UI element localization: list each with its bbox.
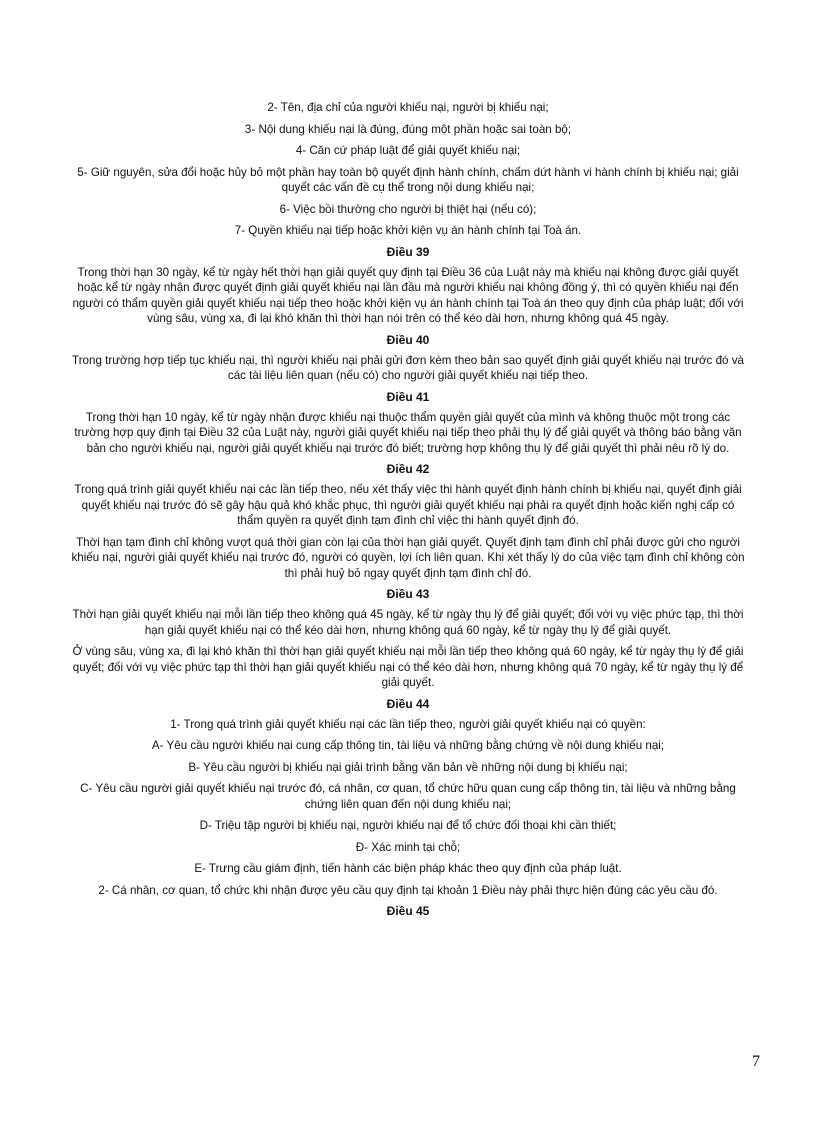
paragraph: 2- Cá nhân, cơ quan, tổ chức khi nhận được yêu cầu quy định tại khoản 1 Điều này phải thực hiện đúng các yêu cầu đó. — [98, 883, 718, 897]
page-number: 7 — [752, 1053, 760, 1070]
article-heading: Điều 40 — [386, 332, 430, 347]
article-heading: Điều 44 — [386, 696, 430, 711]
paragraph: Đ- Xác minh tại chỗ; — [355, 840, 461, 854]
paragraph: 5- Giữ nguyên, sửa đổi hoặc hủy bỏ một phần hay toàn bộ quyết định hành chính, chấm dứt hành vi hành chính bị khiếu nại; giải quyết các vấn đề cụ thể trong nội dung khiếu nại; — [77, 165, 739, 194]
article-heading: Điều 42 — [386, 462, 430, 476]
document-body — [68, 100, 748, 924]
paragraph: Ở vùng sâu, vùng xa, đi lại khó khăn thì thời hạn giải quyết khiếu nại mỗi lần tiếp theo không quá 60 ngày, kể từ ngày thụ lý để giải quyết; đối với vụ việc phức tạp thì thời hạn giải quyết khiếu nại có thể kéo dài hơn, nhưng không quá 70 ngày, kể từ ngày thụ lý để giải quyết. — [72, 645, 744, 689]
paragraph: 6- Việc bồi thường cho người bị thiệt hại (nếu có); — [279, 202, 537, 216]
article-heading: Điều 39 — [386, 244, 430, 259]
article-heading: Điều 43 — [386, 587, 430, 601]
paragraph: A- Yêu cầu người khiếu nại cung cấp thông tin, tài liệu và những bằng chứng về nội dung khiếu nại; — [151, 739, 665, 752]
paragraph: Thời hạn giải quyết khiếu nại mỗi lần tiếp theo không quá 45 ngày, kể từ ngày thụ lý để giải quyết; đối với vụ việc phức tạp, thì thời hạn giải quyết khiếu nại có thể kéo dài hơn, nhưng không quá 60 ngày, kể từ ngày thụ lý để giải quyết. — [72, 608, 744, 637]
paragraph: C- Yêu cầu người giải quyết khiếu nại trước đó, cá nhân, cơ quan, tổ chức hữu quan cung cấp thông tin, tài liệu và những bằng chứng liên quan đến nội dung khiếu nại; — [80, 782, 736, 811]
paragraph: Thời hạn tạm đình chỉ không vượt quá thời gian còn lại của thời hạn giải quyết. Quyết định tạm đình chỉ phải được gửi cho người khiếu nại, người giải quyết khiếu nại trước đó, người có quyền, lợi ích liên quan. Khi xét thấy lý do của việc tạm đình chỉ không còn thì phải huỷ bỏ ngay quyết định tạm đình chỉ đó. — [71, 535, 745, 580]
paragraph: 3- Nội dung khiếu nại là đúng, đúng một phần hoặc sai toàn bộ; — [244, 122, 572, 136]
paragraph: Trong quá trình giải quyết khiếu nại các lần tiếp theo, nếu xét thấy việc thi hành quyết định hành chính bị khiếu nại, quyết định giải quyết khiếu nại trước đó sẽ gây hậu quả khó khắc phục, thì người giải quyết khiếu nại phải ra quyết định hoặc kiến nghị cấp có thẩm quyền ra quyết định tạm đình chỉ việc thi hành quyết định đó. — [74, 483, 742, 527]
paragraph: E- Trưng cầu giám định, tiến hành các biện pháp khác theo quy định của pháp luật. — [194, 862, 622, 875]
article-heading: Điều 41 — [386, 389, 430, 404]
paragraph: Trong trường hợp tiếp tục khiếu nại, thì người khiếu nại phải gửi đơn kèm theo bản sao quyết định giải quyết khiếu nại trước đó và các tài liệu liên quan (nếu có) cho người giải quyết khiếu nại tiếp theo. — [72, 353, 744, 382]
paragraph: D- Triệu tập người bị khiếu nại, người khiếu nại để tổ chức đối thoại khi cần thiết; — [199, 819, 617, 832]
paragraph: 4- Căn cứ pháp luật để giải quyết khiếu nại; — [295, 144, 521, 157]
paragraph: 1- Trong quá trình giải quyết khiếu nại các lần tiếp theo, người giải quyết khiếu nại có quyền: — [170, 717, 646, 731]
paragraph: 2- Tên, địa chỉ của người khiếu nại, người bị khiếu nại; — [267, 101, 549, 114]
paragraph: 7- Quyền khiếu nại tiếp hoặc khởi kiện vụ án hành chính tại Toà án. — [234, 224, 582, 237]
article-heading: Điều 45 — [386, 904, 430, 918]
paragraph: B- Yêu cầu người bị khiếu nại giải trình bằng văn bản về những nội dung bị khiếu nại; — [188, 760, 628, 774]
paragraph: Trong thời hạn 10 ngày, kể từ ngày nhận được khiếu nại thuộc thẩm quyền giải quyết của mình và không thuộc một trong các trường hợp quy định tại Điều 32 của Luật này, người giải quyết khiếu nại tiếp theo phải thụ lý để giải quyết và thông báo bằng văn bản cho người khiếu nại, người giải quyết khiếu nại trước đó biết; trường hợp không thụ lý để giải quyết thì phải nêu rõ lý do. — [74, 410, 742, 455]
paragraph: Trong thời hạn 30 ngày, kể từ ngày hết thời hạn giải quyết quy định tại Điều 36 của Luật này mà khiếu nại không được giải quyết hoặc kể từ ngày nhận được quyết định giải quyết khiếu nại lần đầu mà người khiếu nại không đồng ý, thì có quyền khiếu nại đến người có thẩm quyền giải quyết khiếu nại tiếp theo hoặc khởi kiện vụ án hành chính tại Toà án theo quy định của pháp luật; đối với vùng sâu, vùng xa, đi lại khó khăn thì thời hạn nói trên có thể kéo dài hơn, nhưng không quá 45 ngày. — [72, 265, 744, 325]
